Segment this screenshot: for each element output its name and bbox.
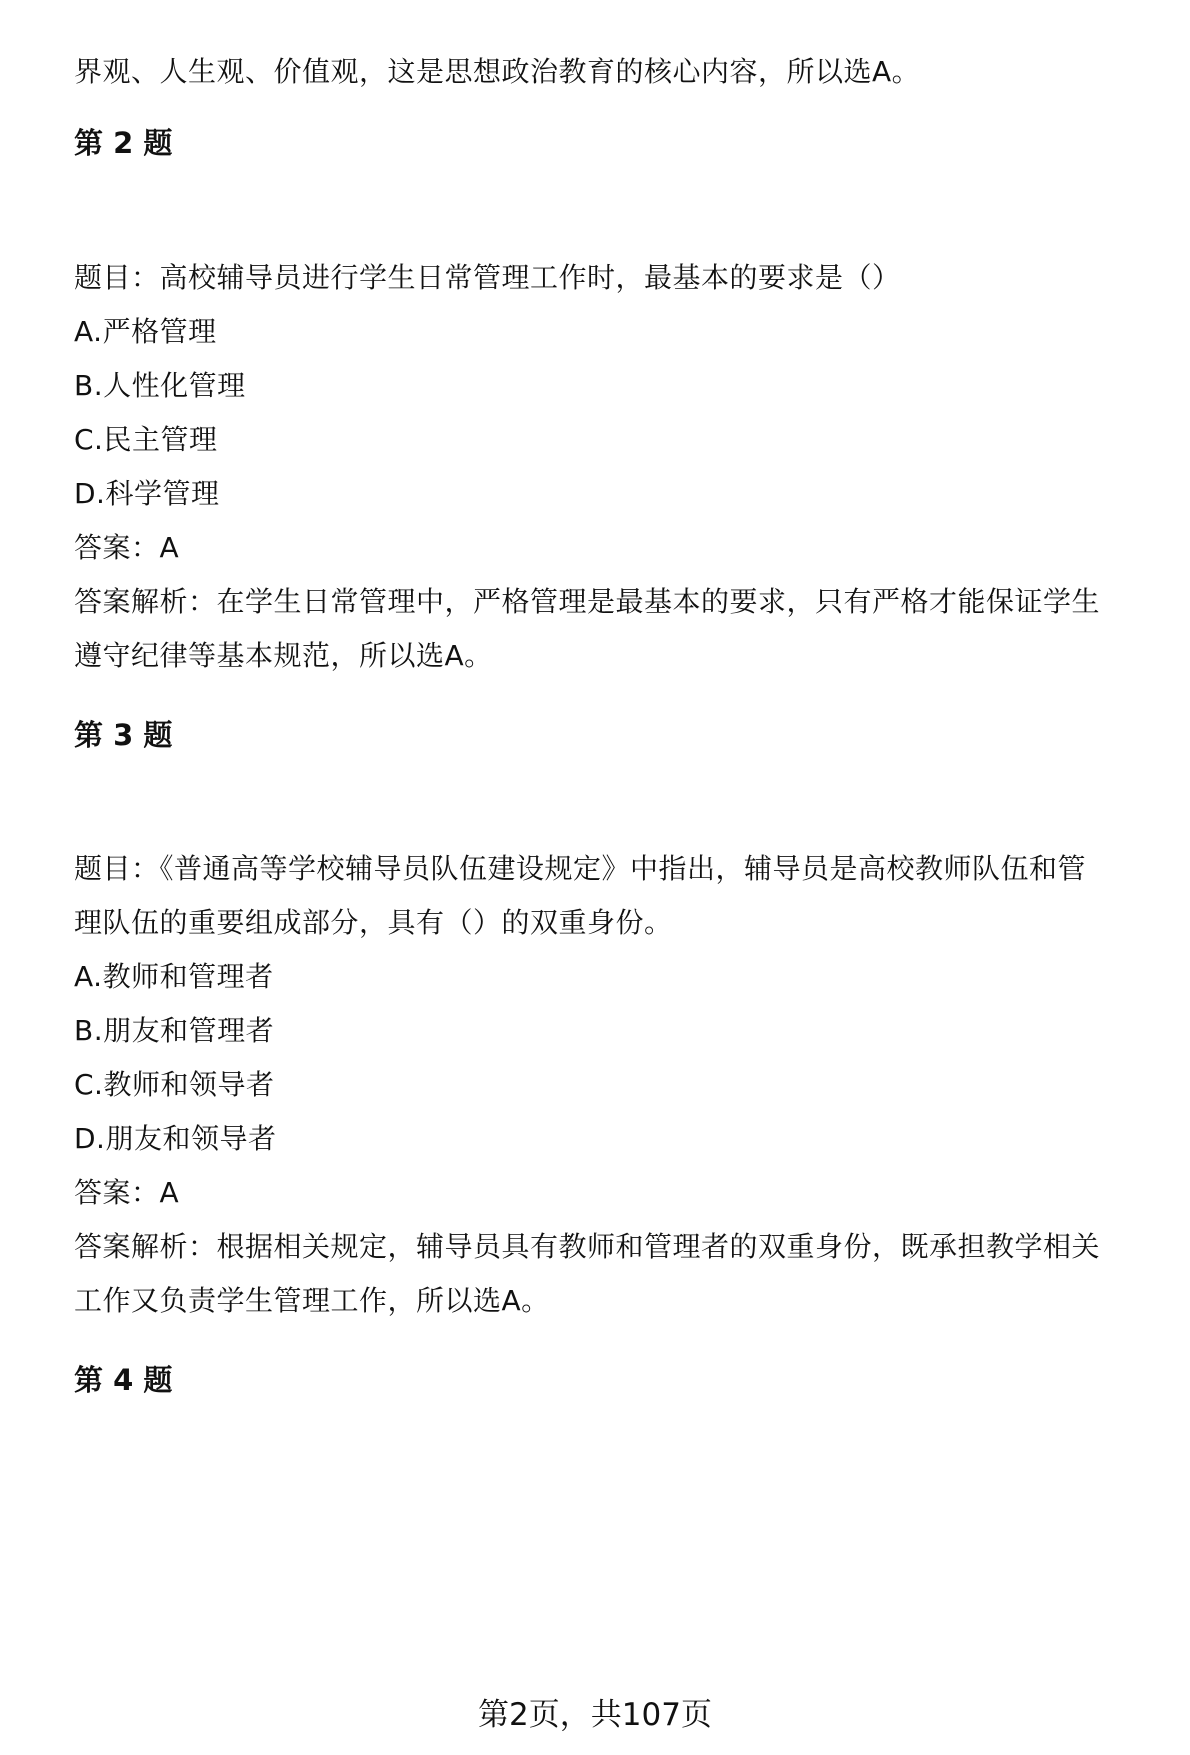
question-2-option-c: C.民主管理: [74, 423, 218, 456]
question-3-stem-line-1: 题目：《普通高等学校辅导员队伍建设规定》中指出，辅导员是高校教师队伍和管: [74, 852, 1087, 885]
question-3-analysis-line-2: 工作又负责学生管理工作，所以选A。: [74, 1284, 550, 1317]
question-4-heading: 第 4 题: [74, 1363, 173, 1397]
question-3-heading: 第 3 题: [74, 718, 173, 752]
question-3-answer: 答案：A: [74, 1176, 180, 1209]
question-3-analysis-line-1: 答案解析：根据相关规定，辅导员具有教师和管理者的双重身份，既承担教学相关: [74, 1230, 1101, 1263]
question-2-analysis-line-2: 遵守纪律等基本规范，所以选A。: [74, 639, 493, 672]
question-2-analysis-line-1: 答案解析：在学生日常管理中，严格管理是最基本的要求，只有严格才能保证学生: [74, 585, 1101, 618]
question-3-stem-line-2: 理队伍的重要组成部分，具有（）的双重身份。: [74, 906, 673, 939]
page-number-footer: 第2页，共107页: [478, 1697, 712, 1733]
question-3-option-d: D.朋友和领导者: [74, 1122, 277, 1155]
previous-analysis-continuation: 界观、人生观、价值观，这是思想政治教育的核心内容，所以选A。: [74, 55, 921, 88]
question-2-stem: 题目：高校辅导员进行学生日常管理工作时，最基本的要求是（）: [74, 261, 901, 294]
question-3-option-b: B.朋友和管理者: [74, 1014, 275, 1047]
question-2-answer: 答案：A: [74, 531, 180, 564]
question-2-option-d: D.科学管理: [74, 477, 220, 510]
question-2-option-a: A.严格管理: [74, 315, 217, 348]
question-3-option-c: C.教师和领导者: [74, 1068, 275, 1101]
question-2-option-b: B.人性化管理: [74, 369, 246, 402]
question-3-option-a: A.教师和管理者: [74, 960, 274, 993]
question-2-heading: 第 2 题: [74, 126, 173, 160]
